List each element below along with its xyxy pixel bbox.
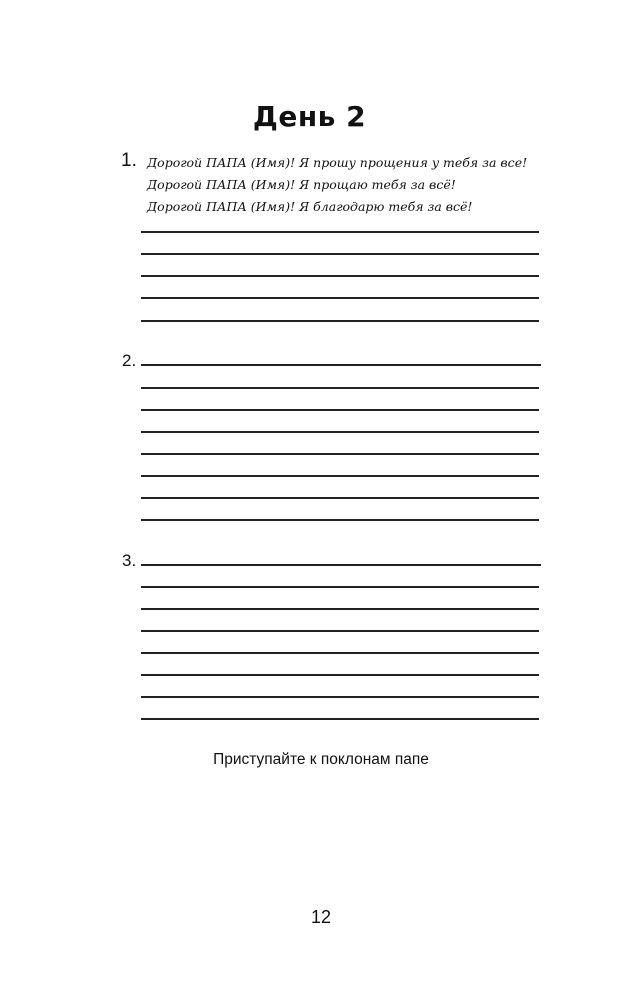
section-1-number: 1. (121, 150, 137, 171)
writing-line[interactable] (141, 652, 539, 654)
writing-line[interactable] (141, 630, 539, 632)
writing-line[interactable] (141, 586, 539, 588)
writing-line[interactable] (141, 275, 539, 277)
writing-line[interactable] (141, 475, 539, 477)
affirmation-line-2: Дорогой ПАПА (Имя)! Я прощаю тебя за всё! (147, 177, 456, 192)
writing-line[interactable] (141, 453, 539, 455)
writing-line[interactable] (141, 253, 539, 255)
writing-line[interactable] (141, 674, 539, 676)
writing-line[interactable] (141, 497, 539, 499)
footer-instruction: Приступайте к поклонам папе (213, 751, 429, 768)
writing-line[interactable] (141, 297, 539, 299)
section-3-number: 3. (122, 551, 137, 570)
writing-line[interactable] (141, 431, 539, 433)
writing-line[interactable] (141, 409, 539, 411)
writing-line[interactable] (141, 320, 539, 322)
affirmation-line-1: Дорогой ПАПА (Имя)! Я прошу прощения у тебя за все! (147, 155, 528, 170)
page-title: День 2 (252, 100, 367, 133)
writing-line[interactable] (141, 387, 539, 389)
writing-line[interactable] (141, 231, 539, 233)
writing-line[interactable] (141, 564, 541, 566)
page-number: 12 (310, 907, 332, 927)
affirmation-line-3: Дорогой ПАПА (Имя)! Я благодарю тебя за всё! (147, 199, 473, 214)
writing-line[interactable] (141, 364, 541, 366)
writing-line[interactable] (141, 696, 539, 698)
writing-line[interactable] (141, 718, 539, 720)
writing-line[interactable] (141, 519, 539, 521)
section-2-number: 2. (122, 351, 137, 370)
writing-line[interactable] (141, 608, 539, 610)
